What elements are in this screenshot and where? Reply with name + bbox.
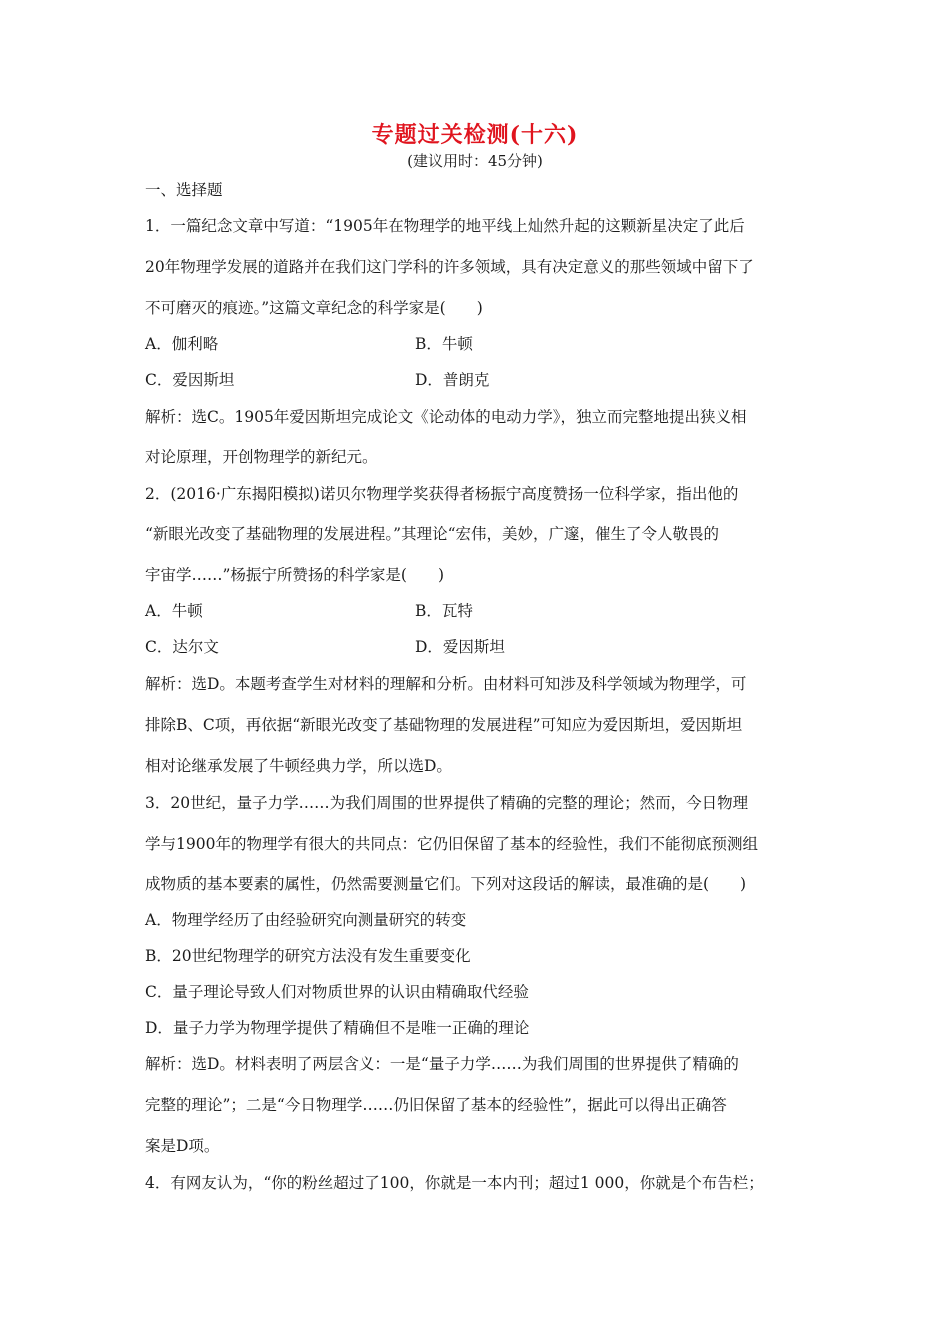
option-d: D．量子力学为物理学提供了精确但不是唯一正确的理论 [145, 1019, 530, 1037]
question-line: 成物质的基本要素的属性，仍然需要测量它们。下列对这段话的解读，最准确的是( ) [145, 875, 747, 893]
question-line: 3．20世纪，量子力学……为我们周围的世界提供了精确的完整的理论；然而，今日物理 [145, 794, 749, 812]
analysis-line: 完整的理论”；二是“今日物理学……仍旧保留了基本的经验性”，据此可以得出正确答 [145, 1096, 727, 1114]
option-a: A．伽利略 [145, 335, 219, 353]
option-c: C．达尔文 [145, 638, 219, 656]
question-line: “新眼光改变了基础物理的发展进程。”其理论“宏伟，美妙，广邃，催生了令人敬畏的 [145, 525, 720, 543]
option-d: D．普朗克 [415, 371, 490, 389]
analysis-line: 解析：选D。本题考查学生对材料的理解和分析。由材料可知涉及科学领域为物理学，可 [145, 675, 747, 693]
analysis-line: 解析：选C。1905年爱因斯坦完成论文《论动体的电动力学》，独立而完整地提出狭义相 [145, 408, 747, 426]
question-line: 4．有网友认为，“你的粉丝超过了100，你就是一本内刊；超过1 000，你就是个布告栏； [145, 1174, 764, 1192]
option-c: C．爱因斯坦 [145, 371, 235, 389]
analysis-line: 解析：选D。材料表明了两层含义：一是“量子力学……为我们周围的世界提供了精确的 [145, 1055, 739, 1073]
option-c: C．量子理论导致人们对物质世界的认识由精确取代经验 [145, 983, 529, 1001]
question-line: 2．(2016·广东揭阳模拟)诺贝尔物理学奖获得者杨振宁高度赞扬一位科学家，指出他的 [145, 485, 739, 503]
question-line: 宇宙学……”杨振宁所赞扬的科学家是( ) [145, 566, 445, 584]
analysis-line: 排除B、C项，再依据“新眼光改变了基础物理的发展进程”可知应为爱因斯坦，爱因斯坦 [145, 716, 743, 734]
option-d: D．爱因斯坦 [415, 638, 505, 656]
suggested-time: (建议用时：45分钟) [407, 152, 543, 170]
option-b: B．瓦特 [415, 602, 473, 620]
analysis-line: 对论原理，开创物理学的新纪元。 [145, 448, 378, 466]
question-line: 1．一篇纪念文章中写道：“1905年在物理学的地平线上灿然升起的这颗新星决定了此后 [145, 217, 745, 235]
section-heading: 一、选择题 [145, 181, 223, 199]
option-b: B．牛顿 [415, 335, 473, 353]
analysis-line: 案是D项。 [145, 1137, 220, 1155]
analysis-line: 相对论继承发展了牛顿经典力学，所以选D。 [145, 757, 452, 775]
option-b: B．20世纪物理学的研究方法没有发生重要变化 [145, 947, 471, 965]
option-a: A．牛顿 [145, 602, 203, 620]
question-line: 不可磨灭的痕迹。”这篇文章纪念的科学家是( ) [145, 299, 483, 317]
question-line: 学与1900年的物理学有很大的共同点：它仍旧保留了基本的经验性，我们不能彻底预测组 [145, 835, 758, 853]
option-a: A．物理学经历了由经验研究向测量研究的转变 [145, 911, 467, 929]
question-line: 20年物理学发展的道路并在我们这门学科的许多领域，具有决定意义的那些领域中留下了 [145, 258, 754, 276]
page-title: 专题过关检测(十六) [371, 122, 579, 148]
